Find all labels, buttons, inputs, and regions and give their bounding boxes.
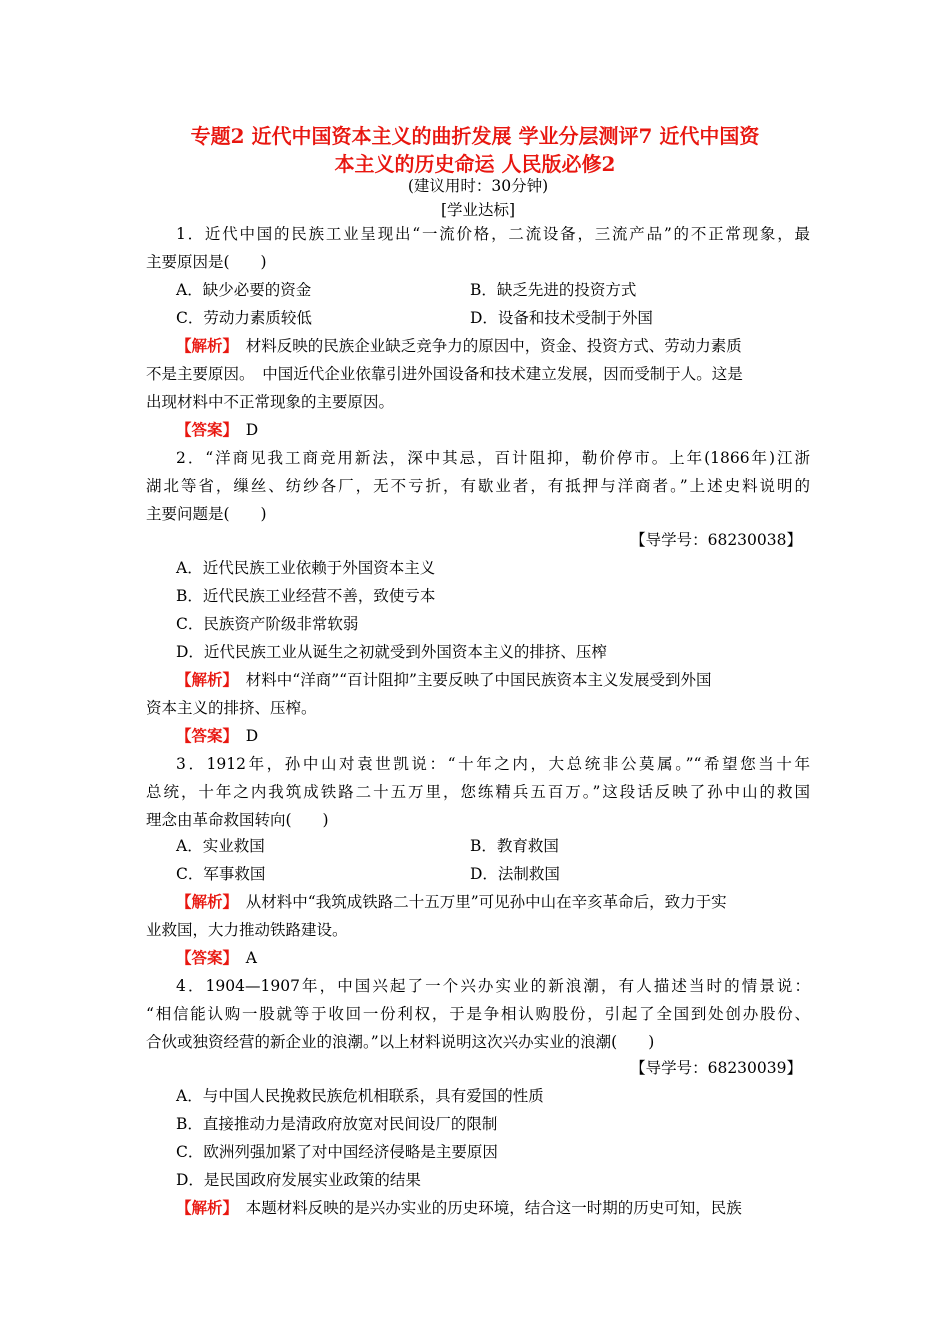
q1-answer-value: D bbox=[245, 421, 259, 439]
document-title-line2: 本主义的历史命运 人民版必修2 bbox=[334, 152, 616, 176]
q2-option-a: A．近代民族工业依赖于外国资本主义 bbox=[176, 559, 436, 577]
q3-option-c: C．军事救国 bbox=[176, 865, 266, 883]
analysis-tag: 【解析】 bbox=[176, 336, 231, 355]
document-title-line1: 专题2 近代中国资本主义的曲折发展 学业分层测评7 近代中国资 bbox=[190, 124, 760, 148]
q1-stem-line2: 主要原因是( ) bbox=[146, 253, 267, 271]
q4-stem-line3: 合伙或独资经营的新企业的浪潮。”以上材料说明这次兴办实业的浪潮( ) bbox=[146, 1033, 655, 1051]
q4-guide-number: 【导学号：68230039】 bbox=[630, 1059, 802, 1077]
q3-answer bbox=[176, 948, 810, 968]
q3-stem-line3: 理念由革命救国转向( ) bbox=[146, 811, 329, 829]
q4-analysis-line1 bbox=[176, 1198, 810, 1218]
q3-stem-line2: 总统，十年之内我筑成铁路二十五万里，您练精兵五百万。”这段话反映了孙中山的救国 bbox=[146, 783, 810, 801]
q2-option-c: C．民族资产阶级非常软弱 bbox=[176, 615, 359, 633]
q3-analysis-line1 bbox=[176, 892, 810, 912]
section-heading: [学业达标] bbox=[440, 201, 516, 219]
q2-analysis-line2: 资本主义的排挤、压榨。 bbox=[146, 699, 317, 717]
q4-option-a: A．与中国人民挽救民族危机相联系，具有爱国的性质 bbox=[176, 1087, 544, 1105]
q1-option-c: C．劳动力素质较低 bbox=[176, 309, 312, 327]
q1-analysis-line3: 出现材料中不正常现象的主要原因。 bbox=[146, 393, 395, 411]
q1-answer bbox=[176, 420, 810, 440]
analysis-tag: 【解析】 bbox=[176, 670, 231, 689]
q3-option-b: B．教育救国 bbox=[470, 837, 559, 855]
q4-stem-line2: “相信能认购一股就等于收回一份利权，于是争相认购股份，引起了全国到处创办股份、 bbox=[146, 1005, 810, 1023]
q2-stem-line2: 湖北等省，缫丝、纺纱各厂，无不亏折，有歇业者，有抵押与洋商者。”上述史料说明的 bbox=[146, 477, 810, 495]
q2-analysis-text: 材料中“洋商”“百计阻抑”主要反映了中国民族资本主义发展受到外国 bbox=[245, 671, 712, 689]
q3-analysis-line2: 业救国，大力推动铁路建设。 bbox=[146, 921, 348, 939]
analysis-tag: 【解析】 bbox=[176, 892, 231, 911]
q4-option-b: B．直接推动力是清政府放宽对民间设厂的限制 bbox=[176, 1115, 498, 1133]
q3-analysis-text: 从材料中“我筑成铁路二十五万里”可见孙中山在辛亥革命后，致力于实 bbox=[245, 893, 727, 911]
q1-analysis-line1 bbox=[176, 336, 810, 356]
q2-stem-line1: 2．“洋商见我工商竞用新法，深中其忌，百计阻抑，勒价停市。上年(1866年)江浙 bbox=[176, 449, 810, 467]
q3-option-a: A．实业救国 bbox=[176, 837, 265, 855]
q4-option-d: D．是民国政府发展实业政策的结果 bbox=[176, 1171, 421, 1189]
q3-answer-value: A bbox=[245, 949, 257, 967]
q2-answer bbox=[176, 726, 810, 746]
q2-answer-value: D bbox=[245, 727, 259, 745]
q1-stem-line1: 1．近代中国的民族工业呈现出“一流价格，二流设备，三流产品”的不正常现象，最 bbox=[176, 225, 810, 243]
q2-option-b: B．近代民族工业经营不善，致使亏本 bbox=[176, 587, 436, 605]
q1-option-b: B．缺乏先进的投资方式 bbox=[470, 281, 637, 299]
answer-tag: 【答案】 bbox=[176, 948, 231, 967]
q4-stem-line1: 4．1904—1907年，中国兴起了一个兴办实业的新浪潮，有人描述当时的情景说： bbox=[176, 977, 810, 995]
q3-stem-line1: 3．1912年，孙中山对袁世凯说：“十年之内，大总统非公莫属。”“希望您当十年 bbox=[176, 755, 810, 773]
q1-option-d: D．设备和技术受制于外国 bbox=[470, 309, 653, 327]
answer-tag: 【答案】 bbox=[176, 726, 231, 745]
q4-analysis-text: 本题材料反映的是兴办实业的历史环境，结合这一时期的历史可知，民族 bbox=[245, 1199, 742, 1217]
time-note: (建议用时：30分钟) bbox=[407, 177, 549, 195]
answer-tag: 【答案】 bbox=[176, 420, 231, 439]
q3-option-d: D．法制救国 bbox=[470, 865, 560, 883]
q2-analysis-line1 bbox=[176, 670, 810, 690]
q2-guide-number: 【导学号：68230038】 bbox=[630, 531, 802, 549]
analysis-tag: 【解析】 bbox=[176, 1198, 231, 1217]
q2-stem-line3: 主要问题是( ) bbox=[146, 505, 267, 523]
q1-analysis-line2: 不是主要原因。 中国近代企业依靠引进外国设备和技术建立发展，因而受制于人。这是 bbox=[146, 365, 743, 383]
q1-analysis-text: 材料反映的民族企业缺乏竞争力的原因中，资金、投资方式、劳动力素质 bbox=[245, 337, 742, 355]
q2-option-d: D．近代民族工业从诞生之初就受到外国资本主义的排挤、压榨 bbox=[176, 643, 607, 661]
q1-option-a: A．缺少必要的资金 bbox=[176, 281, 312, 299]
q4-option-c: C．欧洲列强加紧了对中国经济侵略是主要原因 bbox=[176, 1143, 498, 1161]
